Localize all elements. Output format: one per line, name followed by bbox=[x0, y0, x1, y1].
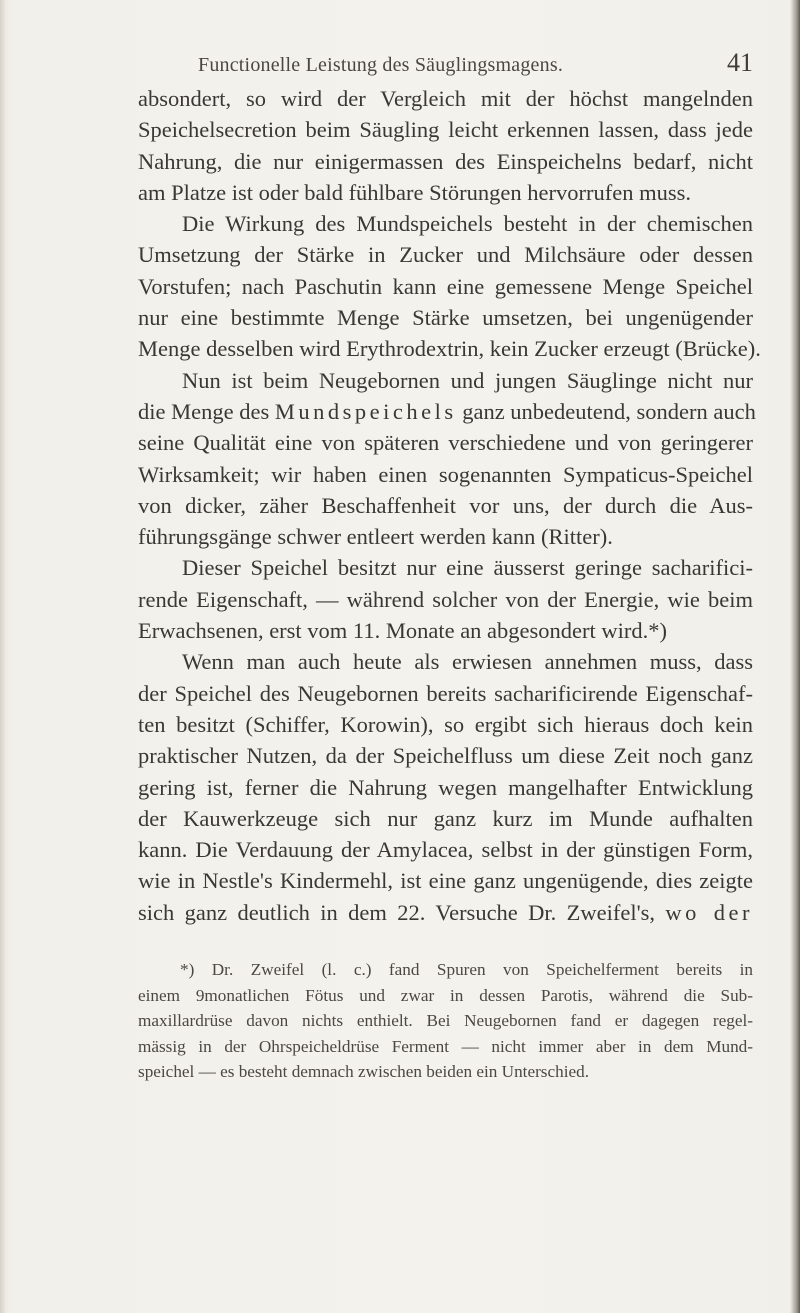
page-left-shadow bbox=[0, 0, 6, 1313]
text-line: der Speichel des Neugebornen bereits sacharificirende Eigenschaf- bbox=[138, 680, 753, 706]
body-text bbox=[138, 83, 761, 928]
text-line bbox=[138, 396, 756, 427]
text-line: Speichelsecretion beim Säugling leicht erkennen lassen, dass jede bbox=[138, 117, 753, 143]
text-line: von dicker, zäher Beschaffenheit vor uns, der durch die Aus- bbox=[138, 492, 753, 518]
text-line: gering ist, ferner die Nahrung wegen mangelhafter Entwicklung bbox=[138, 774, 753, 800]
footnote-line: maxillardrüse davon nichts enthielt. Bei Neugebornen fand er dagegen regel- bbox=[138, 1011, 753, 1030]
page-header bbox=[198, 48, 753, 82]
page-right-edge bbox=[790, 0, 800, 1313]
text-line: Erwachsenen, erst vom 11. Monate an abgesondert wird.*) bbox=[138, 618, 668, 644]
text-segment: die Menge des bbox=[138, 398, 275, 424]
text-line: führungsgänge schwer entleert werden kann (Ritter). bbox=[138, 524, 613, 550]
text-line: der Kauwerkzeuge sich nur ganz kurz im Munde aufhalten bbox=[138, 805, 753, 831]
text-line: am Platze ist oder bald fühlbare Störungen hervorrufen muss. bbox=[138, 179, 691, 205]
text-line: Menge desselben wird Erythrodextrin, kein Zucker erzeugt (Brücke). bbox=[138, 336, 761, 362]
text-line: Wenn man auch heute als erwiesen annehmen muss, dass bbox=[182, 649, 753, 675]
text-line bbox=[138, 897, 753, 928]
text-line: seine Qualität eine von späteren verschiedene und von geringerer bbox=[138, 430, 753, 456]
footnote-line: speichel — es besteht demnach zwischen beiden ein Unterschied. bbox=[138, 1062, 590, 1081]
emphasized-word: wo der bbox=[665, 899, 753, 925]
footnote-line: mässig in der Ohrspeicheldrüse Ferment — nicht immer aber in dem Mund- bbox=[138, 1036, 753, 1056]
text-line: wie in Nestle's Kindermehl, ist eine ganz ungenügende, dies zeigte bbox=[138, 868, 753, 894]
footnote-line: *) Dr. Zweifel (l. c.) fand Spuren von Speichelferment bereits in bbox=[180, 960, 753, 979]
text-line: Vorstufen; nach Paschutin kann eine gemessene Menge Speichel bbox=[138, 273, 753, 299]
text-segment: ganz unbedeutend, sondern auch bbox=[456, 398, 756, 424]
emphasized-word: Mundspeichels bbox=[274, 398, 457, 424]
text-line: Dieser Speichel besitzt nur eine äusserst geringe sacharifici- bbox=[182, 555, 753, 581]
text-line: Nun ist beim Neugebornen und jungen Säuglinge nicht nur bbox=[182, 367, 753, 393]
text-line: Umsetzung der Stärke in Zucker und Milchsäure oder dessen bbox=[138, 242, 753, 268]
text-line: praktischer Nutzen, da der Speichelfluss um diese Zeit noch ganz bbox=[138, 743, 753, 769]
text-line: Die Wirkung des Mundspeichels besteht in der chemischen bbox=[182, 211, 753, 237]
running-title: Functionelle Leistung des Säuglingsmagens. bbox=[198, 54, 564, 76]
text-segment: sich ganz deutlich in dem 22. Versuche Dr. Zweifel's, bbox=[138, 899, 666, 925]
text-line: rende Eigenschaft, — während solcher von der Energie, wie beim bbox=[138, 586, 753, 612]
text-line: nur eine bestimmte Menge Stärke umsetzen, bei ungenügender bbox=[138, 305, 753, 331]
text-line: ten besitzt (Schiffer, Korowin), so ergibt sich hieraus doch kein bbox=[138, 711, 753, 737]
footnotes bbox=[138, 957, 753, 1085]
text-line: absondert, so wird der Vergleich mit der höchst mangelnden bbox=[138, 86, 753, 111]
text-line: Nahrung, die nur einigermassen des Einspeichelns bedarf, nicht bbox=[138, 148, 753, 174]
page-number: 41 bbox=[727, 48, 753, 77]
text-line: kann. Die Verdauung der Amylacea, selbst in der günstigen Form, bbox=[138, 837, 753, 863]
text-line: Wirksamkeit; wir haben einen sogenannten Sympaticus-Speichel bbox=[138, 461, 753, 487]
footnote-line: einem 9monatlichen Fötus und zwar in dessen Parotis, während die Sub- bbox=[138, 985, 753, 1005]
